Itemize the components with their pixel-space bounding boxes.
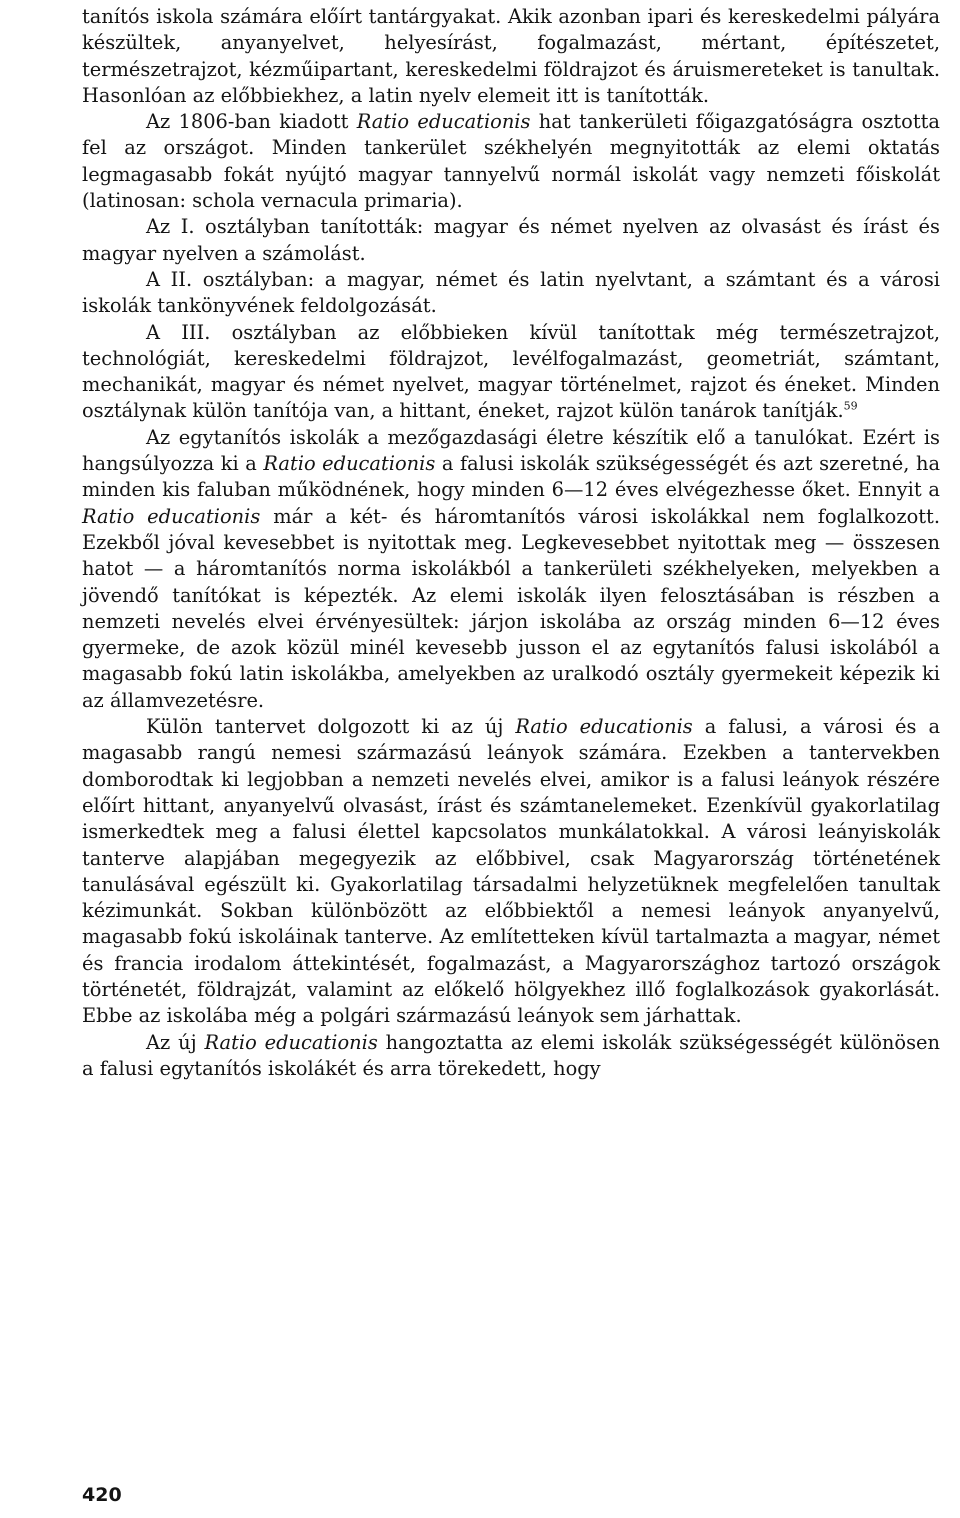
ratio-educationis-term: Ratio educationis	[356, 110, 531, 134]
paragraph-1	[82, 4, 940, 109]
paragraph-7-text-b: a falusi, a városi és a magasabb rangú nemesi származású leányok számára. Ezekben a tantervekben domborodtak ki legjobban a nemzeti nevelés elvei, amikor is a falusi leányok részére előírt hittant, anyanyelvű olvasást, írást és számtanelemeket. Ezenkívül gyakorlatilag ismerkedtek meg a falusi élettel kapcsolatos munkálatokkal. A városi leányiskolák tanterve alapjában megegyezik az előbbivel, csak Magyarország történetének tanulásával egészült ki. Gyakorlatilag társadalmi helyzetüknek megfelelően tanultak kézimunkát. Sokban különbözött az előbbiektől a nemesi leányok anyanyelvű, magasabb fokú iskoláinak tanterve. Az említetteken kívül tartalmazta a magyar, német és francia irodalom áttekintését, fogalmazást, a Magyarországhoz tartozó országok történetét, földrajzát, valamint az előkelő hölgyekhez illő foglalkozások gyakorlását. Ebbe az iskolába még a polgári származású leányok sem járhattak.	[82, 715, 941, 1028]
paragraph-7	[82, 714, 940, 1030]
paragraph-8-text-a: Az új	[146, 1030, 205, 1054]
page-text	[82, 4, 940, 1082]
ratio-educationis-term: Ratio educationis	[82, 504, 261, 528]
paragraph-6-text-c: már a két- és háromtanítós városi iskolákkal nem foglalkozott. Ezekből jóval kevesebbet is nyitottak meg. Legkevesebbet nyitottak meg — összesen hatot — a háromtanítós norma iskolákból a tankerületi székhelyeken, melyekben a jövendő tanítókat is képezték. Az elemi iskolák ilyen felosztásában is részben a nemzeti nevelés elvei érvényesültek: járjon iskolába az ország minden 6—12 éves gyermeke, de azok közül minél kevesebb jusson el az egytanítós falusi iskolából a magasabb fokú latin iskolákba, amelyekben az uralkodó osztály gyermekeit képezik ki az államvezetésre.	[82, 504, 940, 712]
paragraph-2-text-a: Az 1806-ban kiadott	[146, 110, 357, 134]
paragraph-7-text-a: Külön tantervet dolgozott ki az új	[146, 715, 516, 739]
ratio-educationis-term: Ratio educationis	[204, 1030, 378, 1054]
ratio-educationis-term: Ratio educationis	[263, 452, 436, 476]
paragraph-5	[82, 320, 940, 425]
paragraph-5-text: A III. osztályban az előbbieken kívül tanítottak még természetrajzot, technológiát, kereskedelmi földrajzot, levélfogalmazást, geometriát, számtant, mechanikát, magyar és német nyelvet, magyar történelmet, rajzot és éneket. Minden osztálynak külön tanítója van, a hittant, éneket, rajzot külön tanárok tanítják.	[82, 320, 940, 423]
paragraph-3	[82, 214, 940, 267]
ratio-educationis-term: Ratio educationis	[515, 715, 693, 739]
paragraph-3-text: Az I. osztályban tanították: magyar és német nyelven az olvasást és írást és magyar nyelven a számolást.	[82, 215, 940, 265]
paragraph-6	[82, 425, 940, 714]
paragraph-4	[82, 267, 940, 320]
page-number: 420	[82, 1484, 122, 1506]
paragraph-8-text-b: hangoztatta az elemi iskolák szükségességét különösen a falusi egytanítós iskolákét és arra törekedett, hogy	[82, 1030, 940, 1080]
footnote-reference: 59	[843, 399, 858, 413]
paragraph-2-text-b: hat tankerületi főigazgatóságra osztotta fel az országot. Minden tankerület székhelyén megnyitották az elemi oktatás legmagasabb fokát nyújtó magyar tannyelvű normál iskolát vagy nemzeti főiskolát (latinosan: schola vernacula primaria).	[82, 110, 940, 213]
paragraph-1-text: tanítós iskola számára előírt tantárgyakat. Akik azonban ipari és kereskedelmi pályára készültek, anyanyelvet, helyesírást, fogalmazást, mértant, építészetet, természetrajzot, kézműipartant, kereskedelmi földrajzot és áruismereteket is tanultak. Hasonlóan az előbbiekhez, a latin nyelv elemeit itt is tanították.	[82, 5, 940, 107]
paragraph-6-text-b: a falusi iskolák szükségességét és azt szeretné, ha minden kis faluban működnének, hogy minden 6—12 éves elvégezhesse őket. Ennyit a	[82, 452, 941, 502]
paragraph-8	[82, 1030, 940, 1083]
paragraph-6-text-a: Az egytanítós iskolák a mezőgazdasági életre készítik elő a tanulókat. Ezért is hangsúlyozza ki a	[82, 425, 940, 476]
paragraph-2	[82, 109, 940, 214]
paragraph-4-text: A II. osztályban: a magyar, német és latin nyelvtant, a számtant és a városi iskolák tankönyvének feldolgozását.	[82, 267, 940, 318]
